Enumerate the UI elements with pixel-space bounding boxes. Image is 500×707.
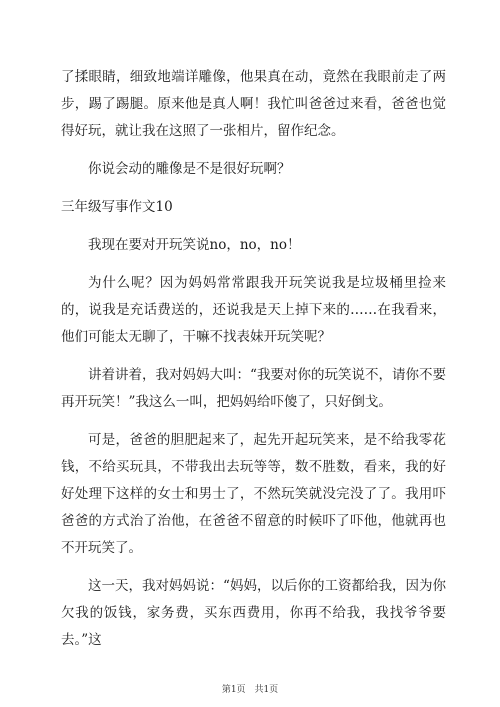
section-heading: 三年级写事作文10 [61, 199, 173, 215]
page-number: 第1页 [221, 685, 246, 695]
paragraph: 你说会动的雕像是不是很好玩啊？ [88, 161, 291, 177]
paragraph: 为什么呢？因为妈妈常常跟我开玩笑说我是垃圾桶里捡来的，说我是充话费送的，还说我是天上掉下来的……在我看来，他们可能太无聊了，干嘛不找表妹开玩笑呢？ [61, 275, 446, 345]
paragraph: 讲着讲着，我对妈妈大叫：“我要对你的玩笑说不，请你不要再开玩笑！”我这么一叫，把妈妈给吓傻了，只好倒戈。 [61, 367, 446, 410]
page-footer [0, 682, 500, 695]
paragraph: 可是，爸爸的胆肥起来了，起先开起玩笑来，是不给我零花钱，不给买玩具，不带我出去玩等等，数不胜数，看来，我的好好处理下这样的女士和男士了，不然玩笑就没完没了了。我用吓爸爸的方式治了治他，在爸爸不留意的时候吓了吓他，他就再也不开玩笑了。 [61, 432, 446, 556]
paragraph: 这一天，我对妈妈说：“妈妈，以后你的工资都给我，因为你欠我的饭钱，家务费，买东西费用，你再不给我，我找爷爷要去。”这 [61, 578, 446, 648]
paragraph-continuation: 了揉眼睛，细致地端详雕像，他果真在动，竟然在我眼前走了两步，踢了踢腿。原来他是真人啊！我忙叫爸爸过来看，爸爸也觉得好玩，就让我在这照了一张相片，留作纪念。 [61, 69, 446, 139]
paragraph: 我现在要对开玩笑说no，no，no！ [88, 237, 301, 253]
total-pages: 共1页 [254, 685, 279, 695]
document-body [61, 64, 446, 665]
